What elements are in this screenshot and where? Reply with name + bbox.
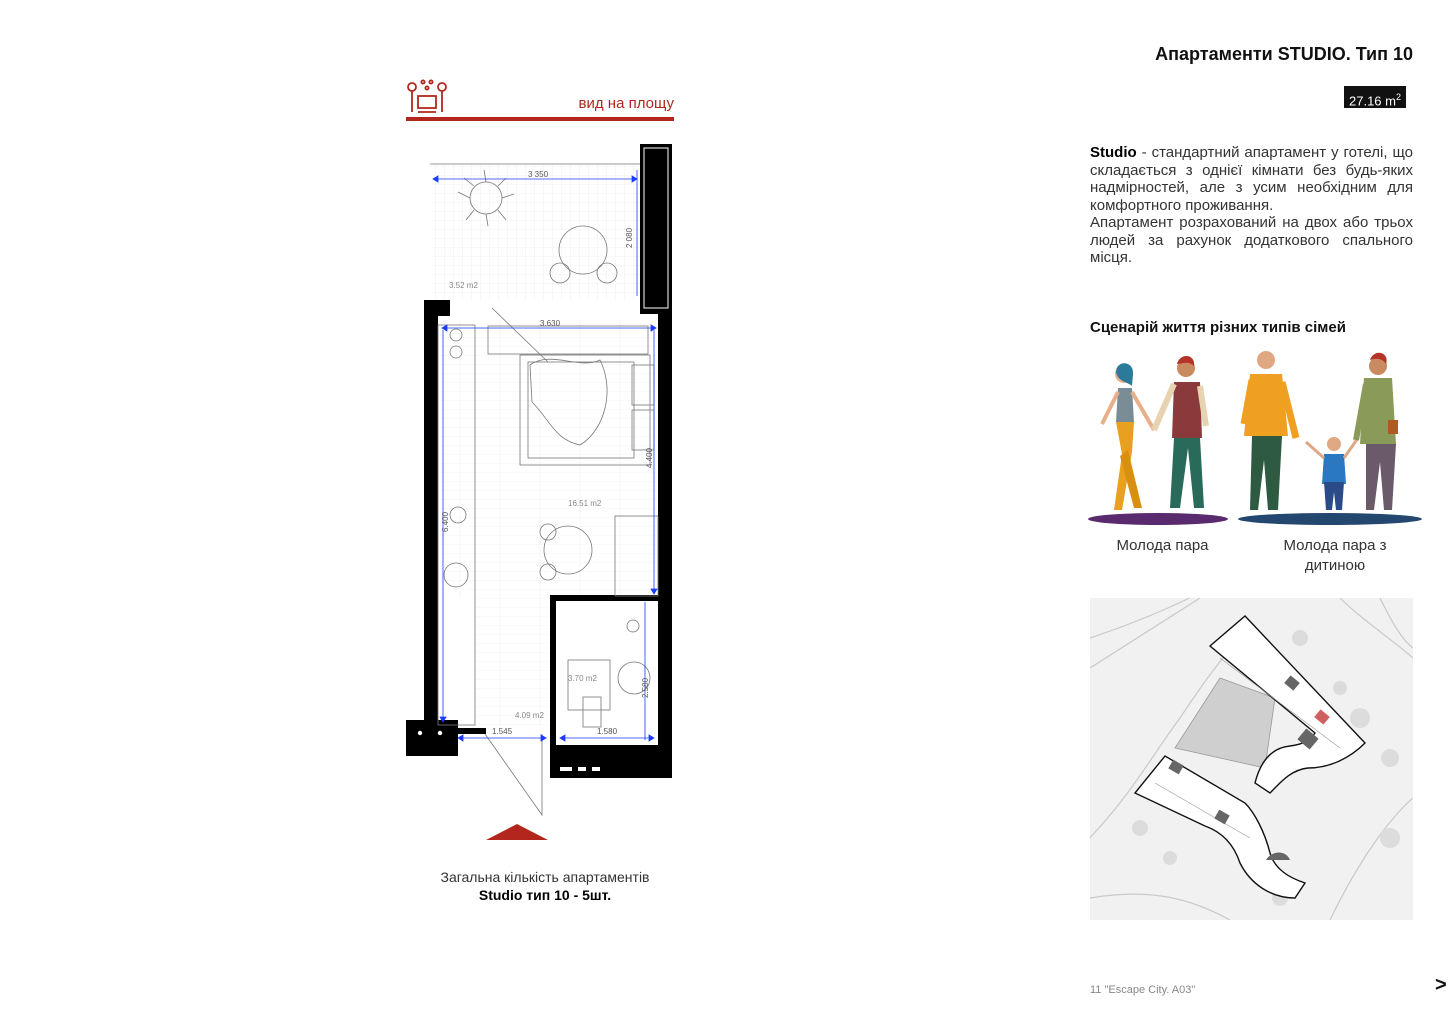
dim-balcony-depth: 2 080 — [625, 227, 634, 248]
floor-plan — [400, 140, 685, 860]
dim-bath-width: 1.580 — [597, 727, 618, 736]
dim-bed-depth: 4.400 — [645, 447, 654, 468]
area-badge: 27.16 $m^2$ — [1344, 86, 1406, 108]
apartment-count: Загальна кількість апартаментів Studio тип 10 - 5шт. — [440, 869, 650, 903]
area-bath: 3.70 m2 — [568, 674, 597, 683]
mother-figure — [1356, 353, 1398, 510]
view-label: вид на площу — [578, 95, 674, 112]
area-main-room: 16.51 m2 — [568, 499, 602, 508]
scenarios-title: Сценарій життя різних типів сімей — [1090, 319, 1346, 336]
dim-balcony-width: 3 350 — [528, 170, 549, 179]
dim-bath-depth: 2.580 — [641, 677, 650, 698]
entrance-arrow — [486, 824, 548, 840]
man-figure — [1154, 356, 1206, 508]
entry-door — [485, 734, 542, 815]
dim-entry-width: 1.545 — [492, 727, 513, 736]
area-balcony: 3.52 m2 — [449, 281, 478, 290]
hall-floor — [475, 596, 555, 726]
page-title: Апартаменти STUDIO. Тип 10 — [1155, 44, 1413, 64]
dim-total-depth: 6.400 — [441, 511, 450, 532]
site-plan-map — [1090, 598, 1413, 920]
child-figure — [1306, 437, 1358, 510]
woman-figure — [1102, 363, 1154, 510]
area-hall: 4.09 m2 — [515, 711, 544, 720]
description: Studio - стандартний апартамент у готелі, що складається з однієї кімнати без будь-яких надмірностей, але з усим необхідним для комфортного проживання. Апартамент розрахований на двох або трьох людей за рахунок додаткового спального місця. — [1090, 144, 1413, 266]
balcony-floor — [430, 164, 640, 300]
scenario-caption-young-couple: Молода пара — [1116, 537, 1209, 554]
square-view-icon — [406, 78, 450, 116]
toilet — [627, 620, 639, 632]
view-underline — [406, 117, 674, 121]
courtyard-building — [1175, 678, 1275, 768]
dim-room-width: 3.630 — [540, 319, 561, 328]
next-page-arrow-icon[interactable]: > — [1435, 974, 1447, 996]
father-figure — [1244, 351, 1296, 510]
page-footer: 11 "Escape City. A03" — [1090, 984, 1196, 996]
family-illustration — [1088, 346, 1428, 531]
scenario-caption-couple-with-child: Молода пара з дитиною — [1283, 537, 1387, 574]
shower — [568, 660, 610, 710]
